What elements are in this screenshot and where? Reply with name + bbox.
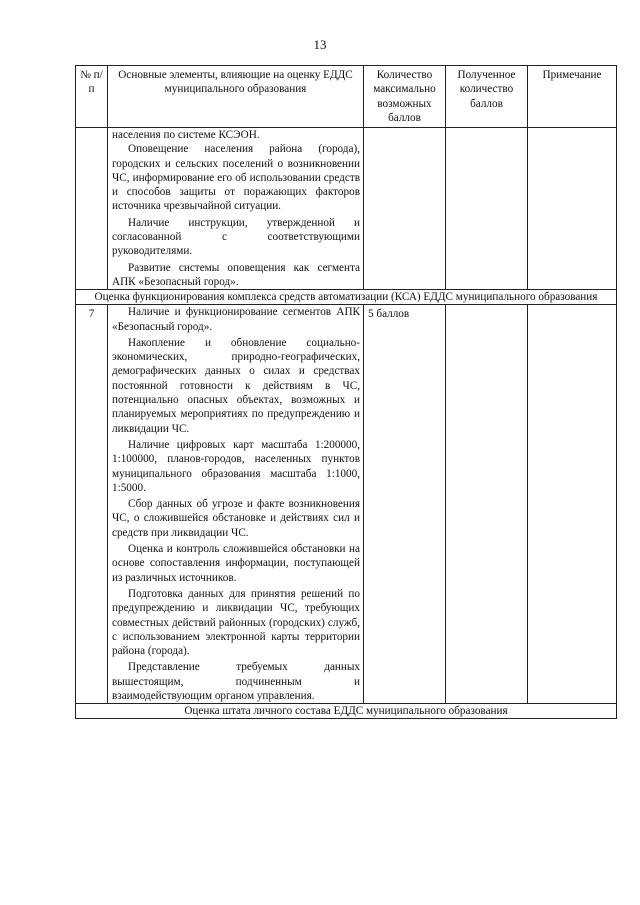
paragraph: Наличие цифровых карт масштаба 1:200000, 1:100000, планов-городов, населенных пунктов муниципального образования масштаба 1:1000, 1:5000. <box>112 438 360 494</box>
paragraph: Накопление и обновление социально-экономических, природно-географических, демографических данных о силах и средствах постоянной готовности к действиям в ЧС, потенциально опасных объектах, возможных и планируемых мероприятиях по предупреждению и ликвидации ЧС. <box>112 336 360 435</box>
paragraph: Представление требуемых данных вышестоящим, подчиненным и взаимодействующим органом управления. <box>112 661 360 702</box>
paragraph: Оценка и контроль сложившейся обстановки на основе сопоставления информации, поступающей из различных источников. <box>112 543 360 584</box>
table-header-row <box>76 66 617 128</box>
cell-row7-text <box>108 305 364 704</box>
cell-max-points: 5 баллов <box>364 305 446 704</box>
paragraph: Наличие и функционирование сегментов АПК «Безопасный город». <box>112 306 360 333</box>
table-row-7 <box>76 305 617 704</box>
cell-note-empty <box>528 305 617 704</box>
row-number: 7 <box>76 305 108 704</box>
header-elements: Основные элементы, влияющие на оценку ЕДДС муниципального образования <box>108 66 364 128</box>
cell-note-empty <box>528 128 617 290</box>
header-note: Примечание <box>528 66 617 128</box>
paragraph: Оповещение населения района (города), городских и сельских поселений о возникновении ЧС, информирование его об использовании средств и способов защиты от поражающих факторов источника чрезвычайной ситуации. <box>112 143 360 213</box>
header-received-points: Полученное количество баллов <box>446 66 528 128</box>
header-num: № п/п <box>76 66 108 128</box>
section-heading-ksa: Оценка функционирования комплекса средств автоматизации (КСА) ЕДДС муниципального образования <box>76 290 617 305</box>
cell-received-empty <box>446 128 528 290</box>
cell-num-empty <box>76 128 108 290</box>
header-max-points: Количество максимально возможных баллов <box>364 66 446 128</box>
section-heading-staff: Оценка штата личного состава ЕДДС муниципального образования <box>76 704 617 719</box>
cell-max-points-empty <box>364 128 446 290</box>
table-row-continued <box>76 128 617 290</box>
section-row-ksa <box>76 290 617 305</box>
section-row-staff <box>76 704 617 719</box>
cell-received-empty <box>446 305 528 704</box>
evaluation-table <box>75 65 617 719</box>
paragraph: Развитие системы оповещения как сегмента АПК «Безопасный город». <box>112 261 360 288</box>
page-number: 13 <box>313 37 327 52</box>
paragraph: населения по системе КСЭОН. <box>112 129 260 141</box>
paragraph: Сбор данных об угрозе и факте возникновения ЧС, о сложившейся обстановке и действиях сил и средств при ликвидации ЧС. <box>112 498 360 539</box>
paragraph: Подготовка данных для принятия решений по предупреждению и ликвидации ЧС, требующих совместных действий районных (городских) служб, с использованием электронной карты территории района (города). <box>112 587 360 658</box>
cell-continued-text <box>108 128 364 290</box>
paragraph: Наличие инструкции, утвержденной и согласованной с соответствующими руководителями. <box>112 216 360 258</box>
